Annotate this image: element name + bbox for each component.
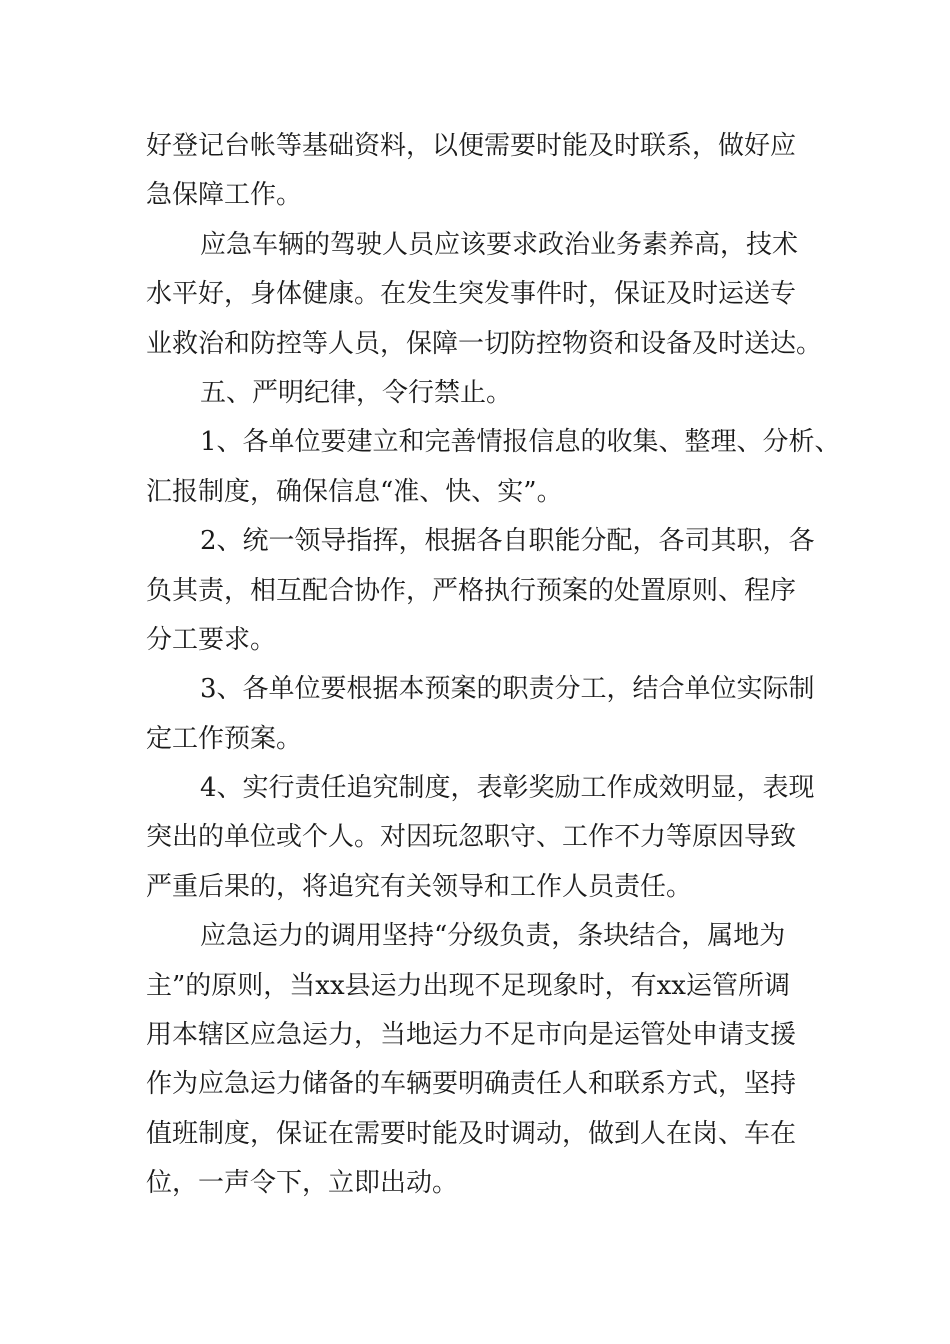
text-line: 突出的单位或个人。对因玩忽职守、工作不力等原因导致 <box>146 822 797 853</box>
text-line: 位，一声令下，立即出动。 <box>146 1168 459 1199</box>
text-line: 汇报制度，确保信息“准、快、实”。 <box>146 476 563 507</box>
text-line: 应急车辆的驾驶人员应该要求政治业务素养高，技术 <box>200 229 799 260</box>
text-line: 值班制度，保证在需要时能及时调动，做到人在岗、车在 <box>146 1118 797 1149</box>
text-line: 2、统一领导指挥，根据各自职能分配，各司其职，各 <box>200 526 815 557</box>
text-line: 急保障工作。 <box>146 180 303 211</box>
text-line: 应急运力的调用坚持“分级负责，条块结合，属地为 <box>200 921 786 952</box>
text-line: 1、各单位要建立和完善情报信息的收集、整理、分析、 <box>200 427 841 458</box>
text-line: 3、各单位要根据本预案的职责分工，结合单位实际制 <box>200 674 815 705</box>
document-body <box>146 122 841 1209</box>
section-heading: 五、严明纪律，令行禁止。 <box>200 377 513 408</box>
text-line: 水平好，身体健康。在发生突发事件时，保证及时运送专 <box>146 279 797 310</box>
text-line: 业救治和防控等人员，保障一切防控物资和设备及时送达。 <box>146 328 823 359</box>
text-line: 用本辖区应急运力，当地运力不足市向是运管处申请支援 <box>146 1020 797 1051</box>
text-line: 定工作预案。 <box>146 723 303 754</box>
text-line: 主”的原则，当xx县运力出现不足现象时，有xx运管所调 <box>146 970 790 1001</box>
text-line: 4、实行责任追究制度，表彰奖励工作成效明显，表现 <box>200 773 815 804</box>
text-line: 负其责，相互配合协作，严格执行预案的处置原则、程序 <box>146 575 797 606</box>
text-line: 好登记台帐等基础资料，以便需要时能及时联系，做好应 <box>146 131 797 161</box>
text-line: 严重后果的，将追究有关领导和工作人员责任。 <box>146 871 693 902</box>
text-line: 分工要求。 <box>146 624 277 655</box>
text-line: 作为应急运力储备的车辆要明确责任人和联系方式，坚持 <box>146 1069 797 1100</box>
